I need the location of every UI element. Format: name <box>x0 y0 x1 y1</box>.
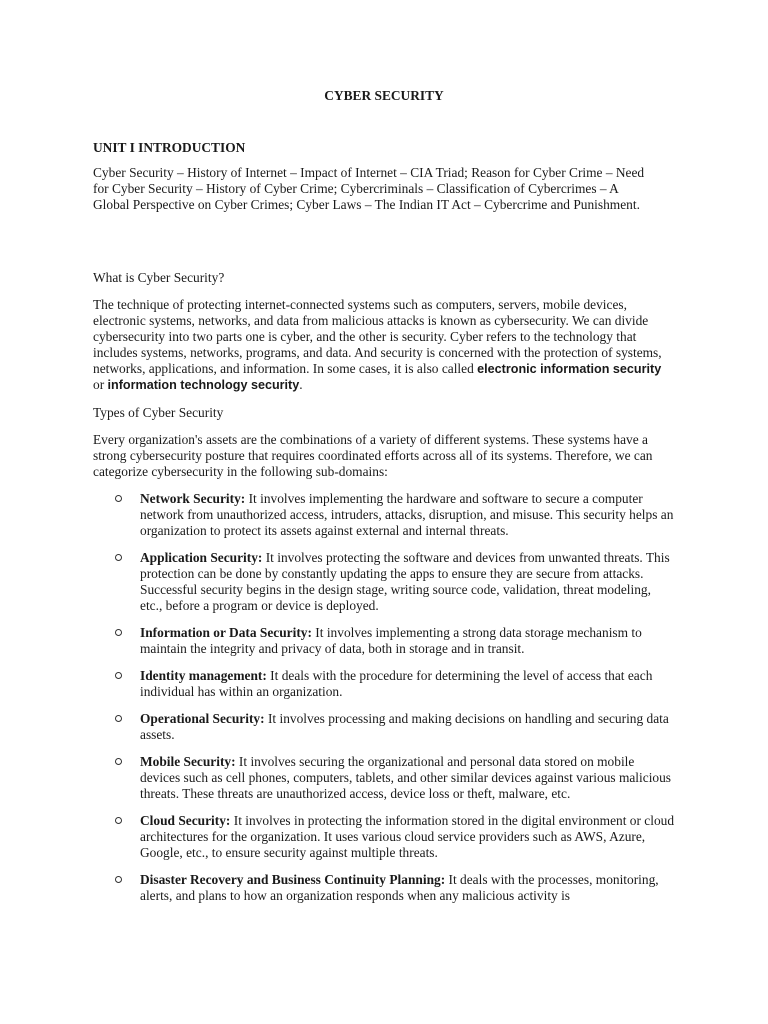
bullet-icon <box>115 672 122 679</box>
domain-term: Identity management: <box>140 668 267 683</box>
list-item <box>93 668 675 700</box>
intro-term-electronic: electronic information security <box>477 362 662 376</box>
domain-description: It involves securing the organizational and personal data stored on mobile devices such as cell phones, computers, tablets, and other similar devices against various malicious threats. These threats are unauthorized access, device loss or theft, malware, etc. <box>140 754 672 801</box>
domain-term: Disaster Recovery and Business Continuity Planning: <box>140 872 446 887</box>
sub-domain-list <box>93 491 675 915</box>
intro-term-it-security: information technology security <box>107 378 300 392</box>
domain-term: Application Security: <box>140 550 263 565</box>
domain-term: Cloud Security: <box>140 813 231 828</box>
list-item <box>93 625 675 657</box>
bullet-icon <box>115 715 122 722</box>
list-item <box>93 813 675 861</box>
domain-description: It involves implementing a strong data storage mechanism to maintain the integrity and privacy of data, both in storage and in transit. <box>140 625 642 656</box>
domain-description: It involves in protecting the information stored in the digital environment or cloud architectures for the organization. It uses various cloud service providers such as AWS, Azure, Google, etc., to ensure security against multiple threats. <box>140 813 675 860</box>
intro-paragraph <box>93 297 669 393</box>
domain-term: Mobile Security: <box>140 754 236 769</box>
document-title: CYBER SECURITY <box>324 88 444 103</box>
bullet-icon <box>115 758 122 765</box>
bullet-icon <box>115 495 122 502</box>
domain-description: It deals with the processes, monitoring, alerts, and plans to how an organization responds when any malicious activity is <box>140 872 659 903</box>
list-item <box>93 754 675 802</box>
domain-term: Network Security: <box>140 491 246 506</box>
list-item <box>93 550 675 614</box>
bullet-icon <box>115 817 122 824</box>
intro-end: . <box>299 377 303 392</box>
unit-heading: UNIT I INTRODUCTION <box>93 140 246 155</box>
document-page <box>93 0 675 1024</box>
intro-text: The technique of protecting internet-connected systems such as computers, servers, mobile devices, electronic systems, networks, and data from malicious attacks is known as cybersecurity. We can divide cybersecurity into two parts one is cyber, and the other is security. Cyber refers to the technology that includes systems, networks, programs, and data. And security is concerned with the protection of systems, networks, applications, and information. In some cases, it is also called <box>93 297 662 376</box>
domain-term: Information or Data Security: <box>140 625 312 640</box>
list-item <box>93 872 675 904</box>
unit-topics: Cyber Security – History of Internet – Impact of Internet – CIA Triad; Reason for Cyber Crime – Need for Cyber Security – History of Cyber Crime; Cybercriminals – Classification of Cybercrimes – A Global Perspective on Cyber Crimes; Cyber Laws – The Indian IT Act – Cybercrime and Punishment. <box>93 165 645 212</box>
bullet-icon <box>115 554 122 561</box>
domain-description: It involves processing and making decisions on handling and securing data assets. <box>140 711 669 742</box>
bullet-icon <box>115 629 122 636</box>
domain-term: Operational Security: <box>140 711 265 726</box>
intro-joiner: or <box>93 377 108 392</box>
list-item <box>93 491 675 539</box>
types-heading: Types of Cyber Security <box>93 405 224 420</box>
bullet-icon <box>115 876 122 883</box>
domain-description: It deals with the procedure for determining the level of access that each individual has within an organization. <box>140 668 653 699</box>
types-paragraph: Every organization's assets are the combinations of a variety of different systems. These systems have a strong cybersecurity posture that requires coordinated efforts across all of its systems. Therefore, we can categorize cybersecurity in the following sub-domains: <box>93 432 653 479</box>
list-item <box>93 711 675 743</box>
domain-description: It involves protecting the software and devices from unwanted threats. This protection can be done by constantly updating the apps to ensure they are secure from attacks. Successful security begins in the design stage, writing source code, validation, threat modeling, etc., before a program or device is deployed. <box>140 550 670 613</box>
what-is-heading: What is Cyber Security? <box>93 270 225 285</box>
domain-description: It involves implementing the hardware and software to secure a computer network from unauthorized access, intruders, attacks, disruption, and misuse. This security helps an organization to protect its assets against external and internal threats. <box>140 491 674 538</box>
